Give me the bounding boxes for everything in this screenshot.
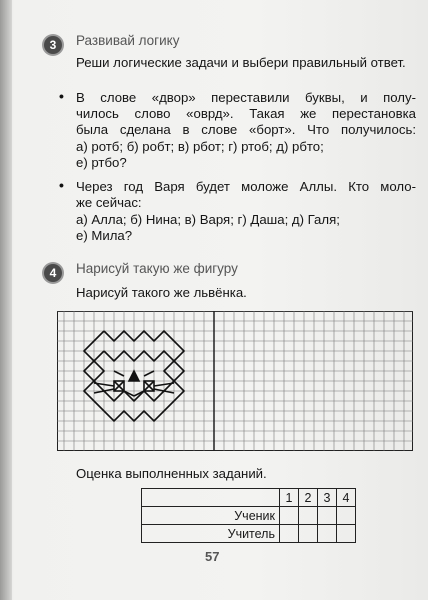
bleed-through-text: [190, 30, 194, 48]
score-cell[interactable]: [280, 507, 299, 525]
section4-instruction: Нарисуй такого же львёнка.: [76, 285, 247, 300]
table-header-row: [142, 489, 356, 507]
lion-nose: [129, 371, 139, 381]
score-cell[interactable]: [299, 507, 318, 525]
column-header: 4: [337, 489, 356, 507]
task1-line2: чилось слово «оврд». Такая же перестановка: [76, 106, 416, 121]
task2-line2: же сейчас:: [76, 195, 142, 210]
book-spine: [0, 0, 12, 600]
column-header: 3: [318, 489, 337, 507]
column-header: 1: [280, 489, 299, 507]
task1-line3: была сделана в слове «борт». Что получилось:: [76, 122, 416, 137]
section3-intro: Реши логические задачи и выбери правильный ответ.: [76, 55, 406, 70]
row-label-student: Ученик: [142, 507, 280, 525]
row-label-teacher: Учитель: [142, 525, 280, 543]
drawing-grid[interactable]: [57, 311, 413, 451]
column-header: 2: [299, 489, 318, 507]
task-number-badge-3: 3: [44, 36, 62, 54]
task2-options: а) Алла; б) Нина; в) Варя; г) Даша; д) Галя;: [76, 212, 340, 227]
bullet-2: •: [59, 177, 64, 193]
task1-options: а) ротб; б) робт; в) рбот; г) ртоб; д) рбто;: [76, 139, 324, 154]
task1-line1: В слове «двор» переставили буквы, и полу-: [76, 90, 416, 105]
score-cell[interactable]: [280, 525, 299, 543]
task1-options-last: е) ртбо?: [76, 155, 127, 170]
table-corner-cell: [142, 489, 280, 507]
score-cell[interactable]: [318, 525, 337, 543]
evaluation-table: [141, 488, 356, 543]
section-title-logic: Развивай логику: [76, 33, 180, 48]
task2-line1: Через год Варя будет моложе Аллы. Кто моло-: [76, 179, 416, 194]
table-row: [142, 507, 356, 525]
bullet-1: •: [59, 88, 64, 104]
lion-eyebrow-right: [144, 371, 154, 376]
evaluation-title: Оценка выполненных заданий.: [76, 466, 267, 481]
lion-eyebrow-left: [114, 371, 124, 376]
page-number: 57: [205, 549, 220, 564]
score-cell[interactable]: [299, 525, 318, 543]
score-cell[interactable]: [318, 507, 337, 525]
task2-options-last: е) Мила?: [76, 228, 133, 243]
score-cell[interactable]: [337, 525, 356, 543]
grid-svg: [57, 311, 413, 451]
table-row: [142, 525, 356, 543]
score-cell[interactable]: [337, 507, 356, 525]
task-number-badge-4: 4: [44, 264, 62, 282]
section-title-draw: Нарисуй такую же фигуру: [76, 261, 238, 276]
